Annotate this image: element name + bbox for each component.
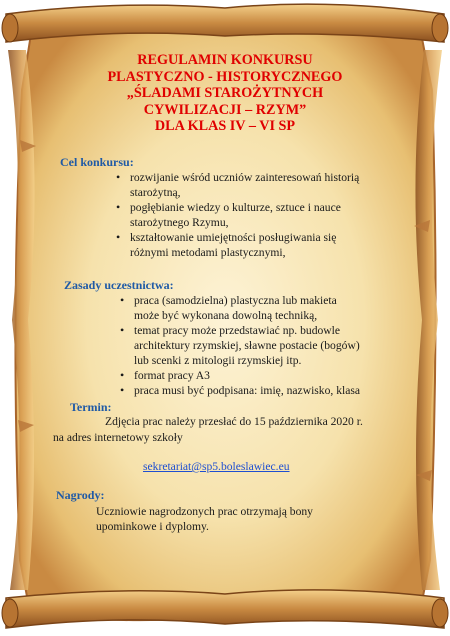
list-item-line: • format pracy A3 <box>134 369 210 382</box>
list-item-line: lub scenki z mitologii rzymskiej itp. <box>134 354 302 367</box>
list-item <box>130 230 359 260</box>
list-item-line: • kształtowanie umiejętności posługiwania się <box>130 231 337 244</box>
list-item-line: • praca (samodzielna) plastyczna lub makieta <box>134 294 337 307</box>
nagrody-text: Uczniowie nagrodzonych prac otrzymają bony <box>96 505 313 518</box>
list-item-line: • pogłębianie wiedzy o kulturze, sztuce i nauce <box>130 201 341 214</box>
list-item-line: starożytnego Rzymu, <box>130 216 229 229</box>
title-line: REGULAMIN KONKURSU <box>137 52 313 68</box>
document-title <box>40 52 410 135</box>
termin-text: Zdjęcia prac należy przesłać do 15 października 2020 r. <box>105 415 363 428</box>
cel-list <box>130 170 359 260</box>
title-line: PLASTYCZNO - HISTORYCZNEGO <box>107 68 343 85</box>
section-heading-cel: Cel konkursu: <box>60 155 134 169</box>
title-line: DLA KLAS IV – VI SP <box>154 118 296 135</box>
list-item-line: • praca musi być podpisana: imię, nazwisko, klasa <box>134 384 361 397</box>
list-item-line: • rozwijanie wśród uczniów zainteresowań historią <box>130 171 360 184</box>
list-item-line: może być wykonana dowolną techniką, <box>134 309 318 322</box>
list-item <box>134 293 360 323</box>
section-heading-nagrody: Nagrody: <box>56 488 105 502</box>
list-item-line: różnymi metodami plastycznymi, <box>130 246 286 259</box>
list-item <box>134 323 360 368</box>
section-heading-zasady: Zasady uczestnictwa: <box>64 278 174 292</box>
list-item <box>134 383 360 398</box>
nagrody-text: upominkowe i dyplomy. <box>96 520 209 533</box>
list-item <box>130 170 359 200</box>
zasady-list <box>134 293 360 398</box>
termin-text: na adres internetowy szkoły <box>53 431 183 444</box>
section-heading-termin: Termin: <box>70 400 112 414</box>
list-item <box>134 368 360 383</box>
list-item <box>130 200 359 230</box>
list-item-line: • temat pracy może przedstawiać np. budowle <box>134 324 341 337</box>
title-line: CYWILIZACJI – RZYM” <box>143 101 307 118</box>
title-line: „ŚLADAMI STAROŻYTNYCH <box>126 85 324 102</box>
list-item-line: architektury rzymskiej, sławne postacie (bogów) <box>134 339 360 352</box>
list-item-line: starożytną, <box>130 186 181 199</box>
school-email-link[interactable]: sekretariat@sp5.boleslawiec.eu <box>143 460 290 473</box>
